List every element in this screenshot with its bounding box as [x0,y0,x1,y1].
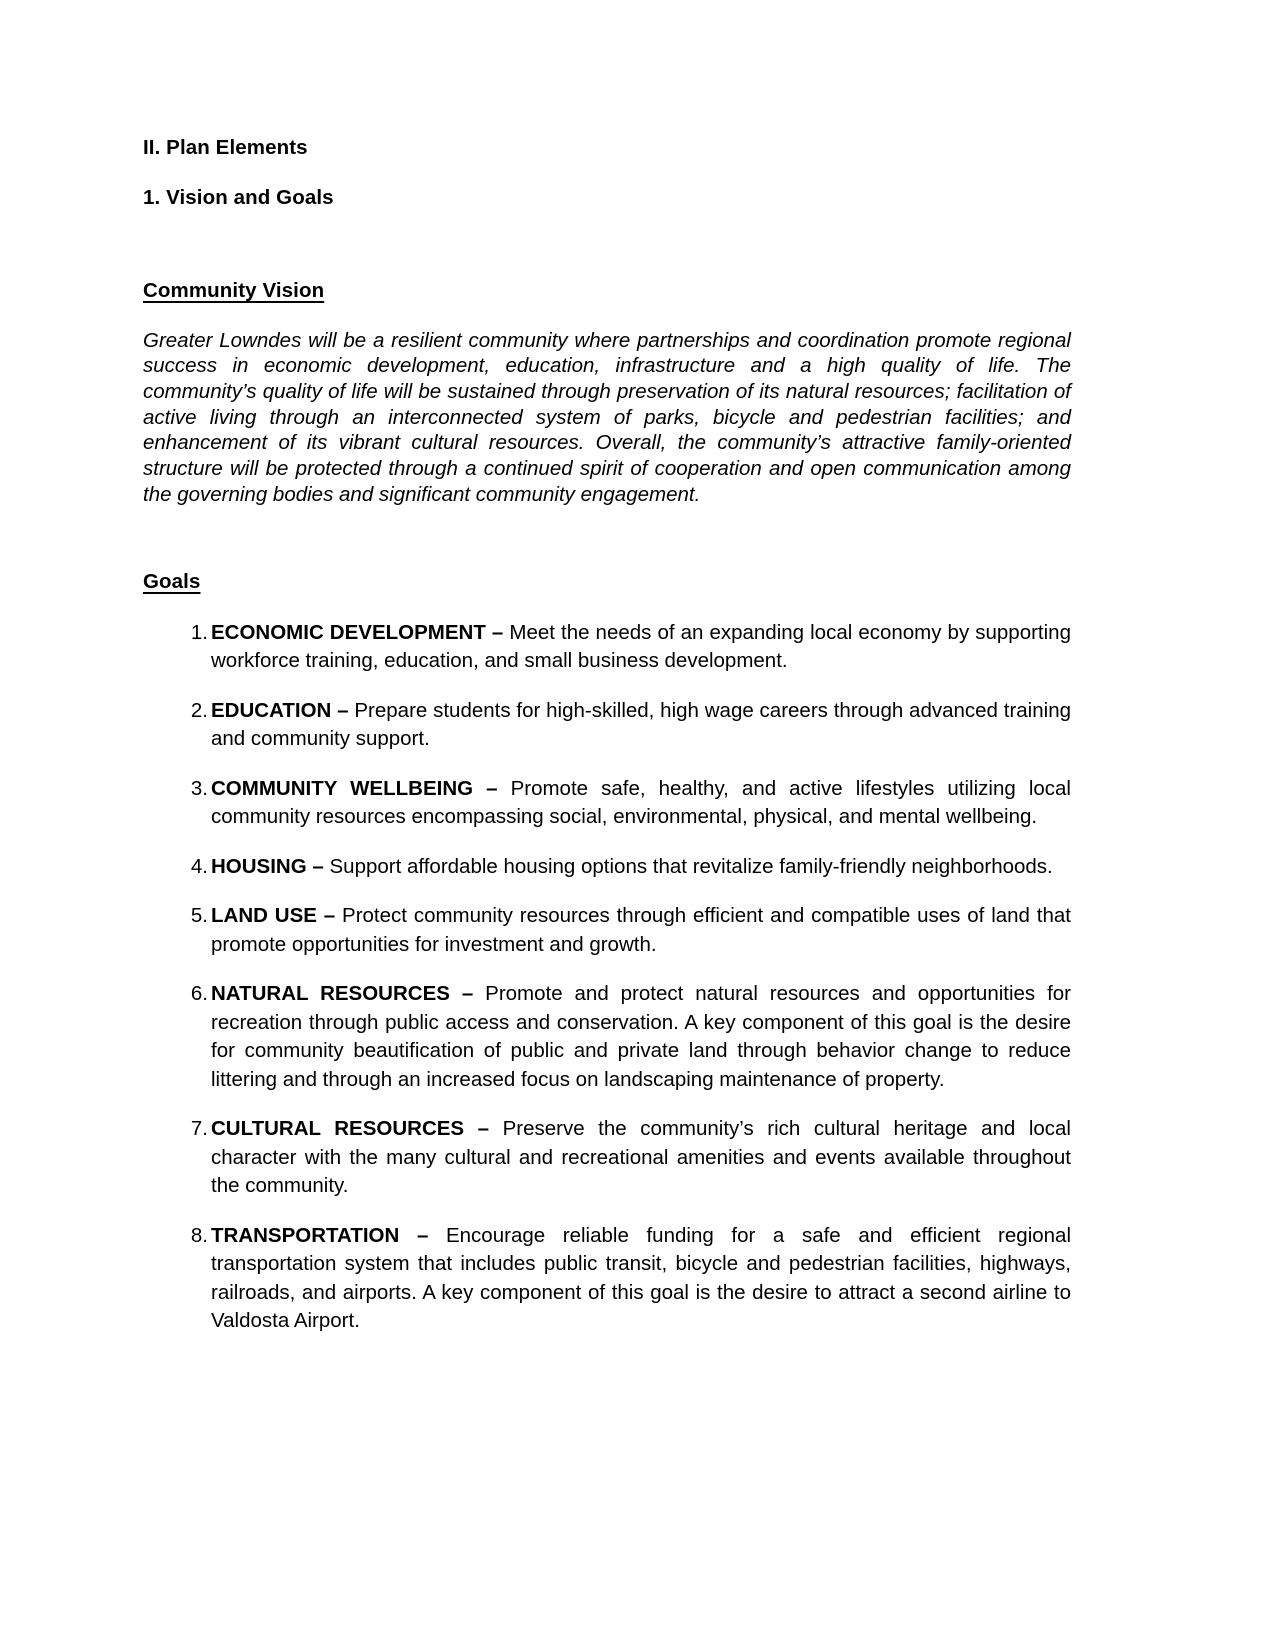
goal-list-item [143,980,1071,1094]
goals-list [143,619,1071,1336]
goal-label: EDUCATION [211,698,332,722]
goal-label: LAND USE [211,904,317,928]
goal-number: 2. [190,698,208,722]
heading-spacer [143,237,1071,281]
goal-dash: – [477,1117,490,1141]
goal-dash: – [416,1223,429,1247]
goal-dash: – [312,854,324,878]
goal-list-item [143,697,1071,754]
goal-list-item [143,853,1071,882]
goal-body: Encourage reliable funding for a safe and efficient regional transportation system that includes public transit, bicycle and pedestrian facilities, highways, railroads, and airports. A key component of this goal is the desire to attract a second airline to Valdosta Airport. [211,1223,1072,1333]
goal-label: CULTURAL RESOURCES [211,1117,465,1141]
part-heading: II. Plan Elements [143,136,308,159]
goal-number: 1. [190,620,208,644]
goal-number: 5. [190,904,208,928]
goals-spacer [143,507,1071,572]
goal-dash: – [491,620,504,644]
goal-label: NATURAL RESOURCES [211,982,450,1006]
goal-number: 8. [190,1223,208,1247]
community-vision-paragraph: Greater Lowndes will be a resilient community where partnerships and coordination promote regional success in economic development, education, infrastructure and a high quality of life. The community’s quality of life will be sustained through preservation of its natural resources; facilitation of active living through an interconnected system of parks, bicycle and pedestrian facilities; and enhancement of its vibrant cultural resources. Overall, the community’s attractive family-oriented structure will be protected through a continued spirit of cooperation and open communication among the governing bodies and significant community engagement. [143,328,1071,506]
goal-body: Support affordable housing options that revitalize family-friendly neighborhoods. [329,854,1053,878]
goal-body: Preserve the community’s rich cultural heritage and local character with the many cultural and recreational amenities and events available throughout the community. [211,1117,1071,1198]
goal-body: Promote safe, healthy, and active lifestyles utilizing local community resources encompassing social, environmental, physical, and mental wellbeing. [211,776,1071,829]
goal-dash: – [486,776,498,800]
goal-body: Prepare students for high-skilled, high wage careers through advanced training and community support. [211,698,1071,751]
goal-list-item [143,775,1071,832]
community-vision-heading: Community Vision [143,279,325,302]
section-heading: 1. Vision and Goals [143,185,334,209]
goal-number: 3. [190,776,208,800]
page-content [143,138,1071,1336]
goal-label: ECONOMIC DEVELOPMENT [211,620,486,644]
goal-list-item [143,1115,1071,1201]
goal-dash: – [323,904,336,928]
goal-number: 4. [190,854,208,878]
goal-label: COMMUNITY WELLBEING [211,776,474,800]
goal-body: Protect community resources through efficient and compatible uses of land that promote opportunities for investment and growth. [211,904,1071,956]
goal-dash: – [461,982,474,1006]
goal-dash: – [337,698,349,722]
goal-list-item [143,1222,1071,1336]
goal-body: Meet the needs of an expanding local economy by supporting workforce training, education, and small business development. [211,620,1071,673]
goal-label: TRANSPORTATION [211,1223,400,1247]
goal-number: 7. [190,1117,208,1141]
goals-heading: Goals [143,570,201,594]
goal-list-item [143,619,1071,676]
goal-list-item [143,902,1071,959]
goal-number: 6. [190,982,208,1006]
goal-body: Promote and protect natural resources and opportunities for recreation through public access and conservation. A key component of this goal is the desire for community beautification of public and private land through behavior change to reduce littering and through an increased focus on landscaping maintenance of property. [211,982,1071,1091]
goal-label: HOUSING [211,854,307,878]
